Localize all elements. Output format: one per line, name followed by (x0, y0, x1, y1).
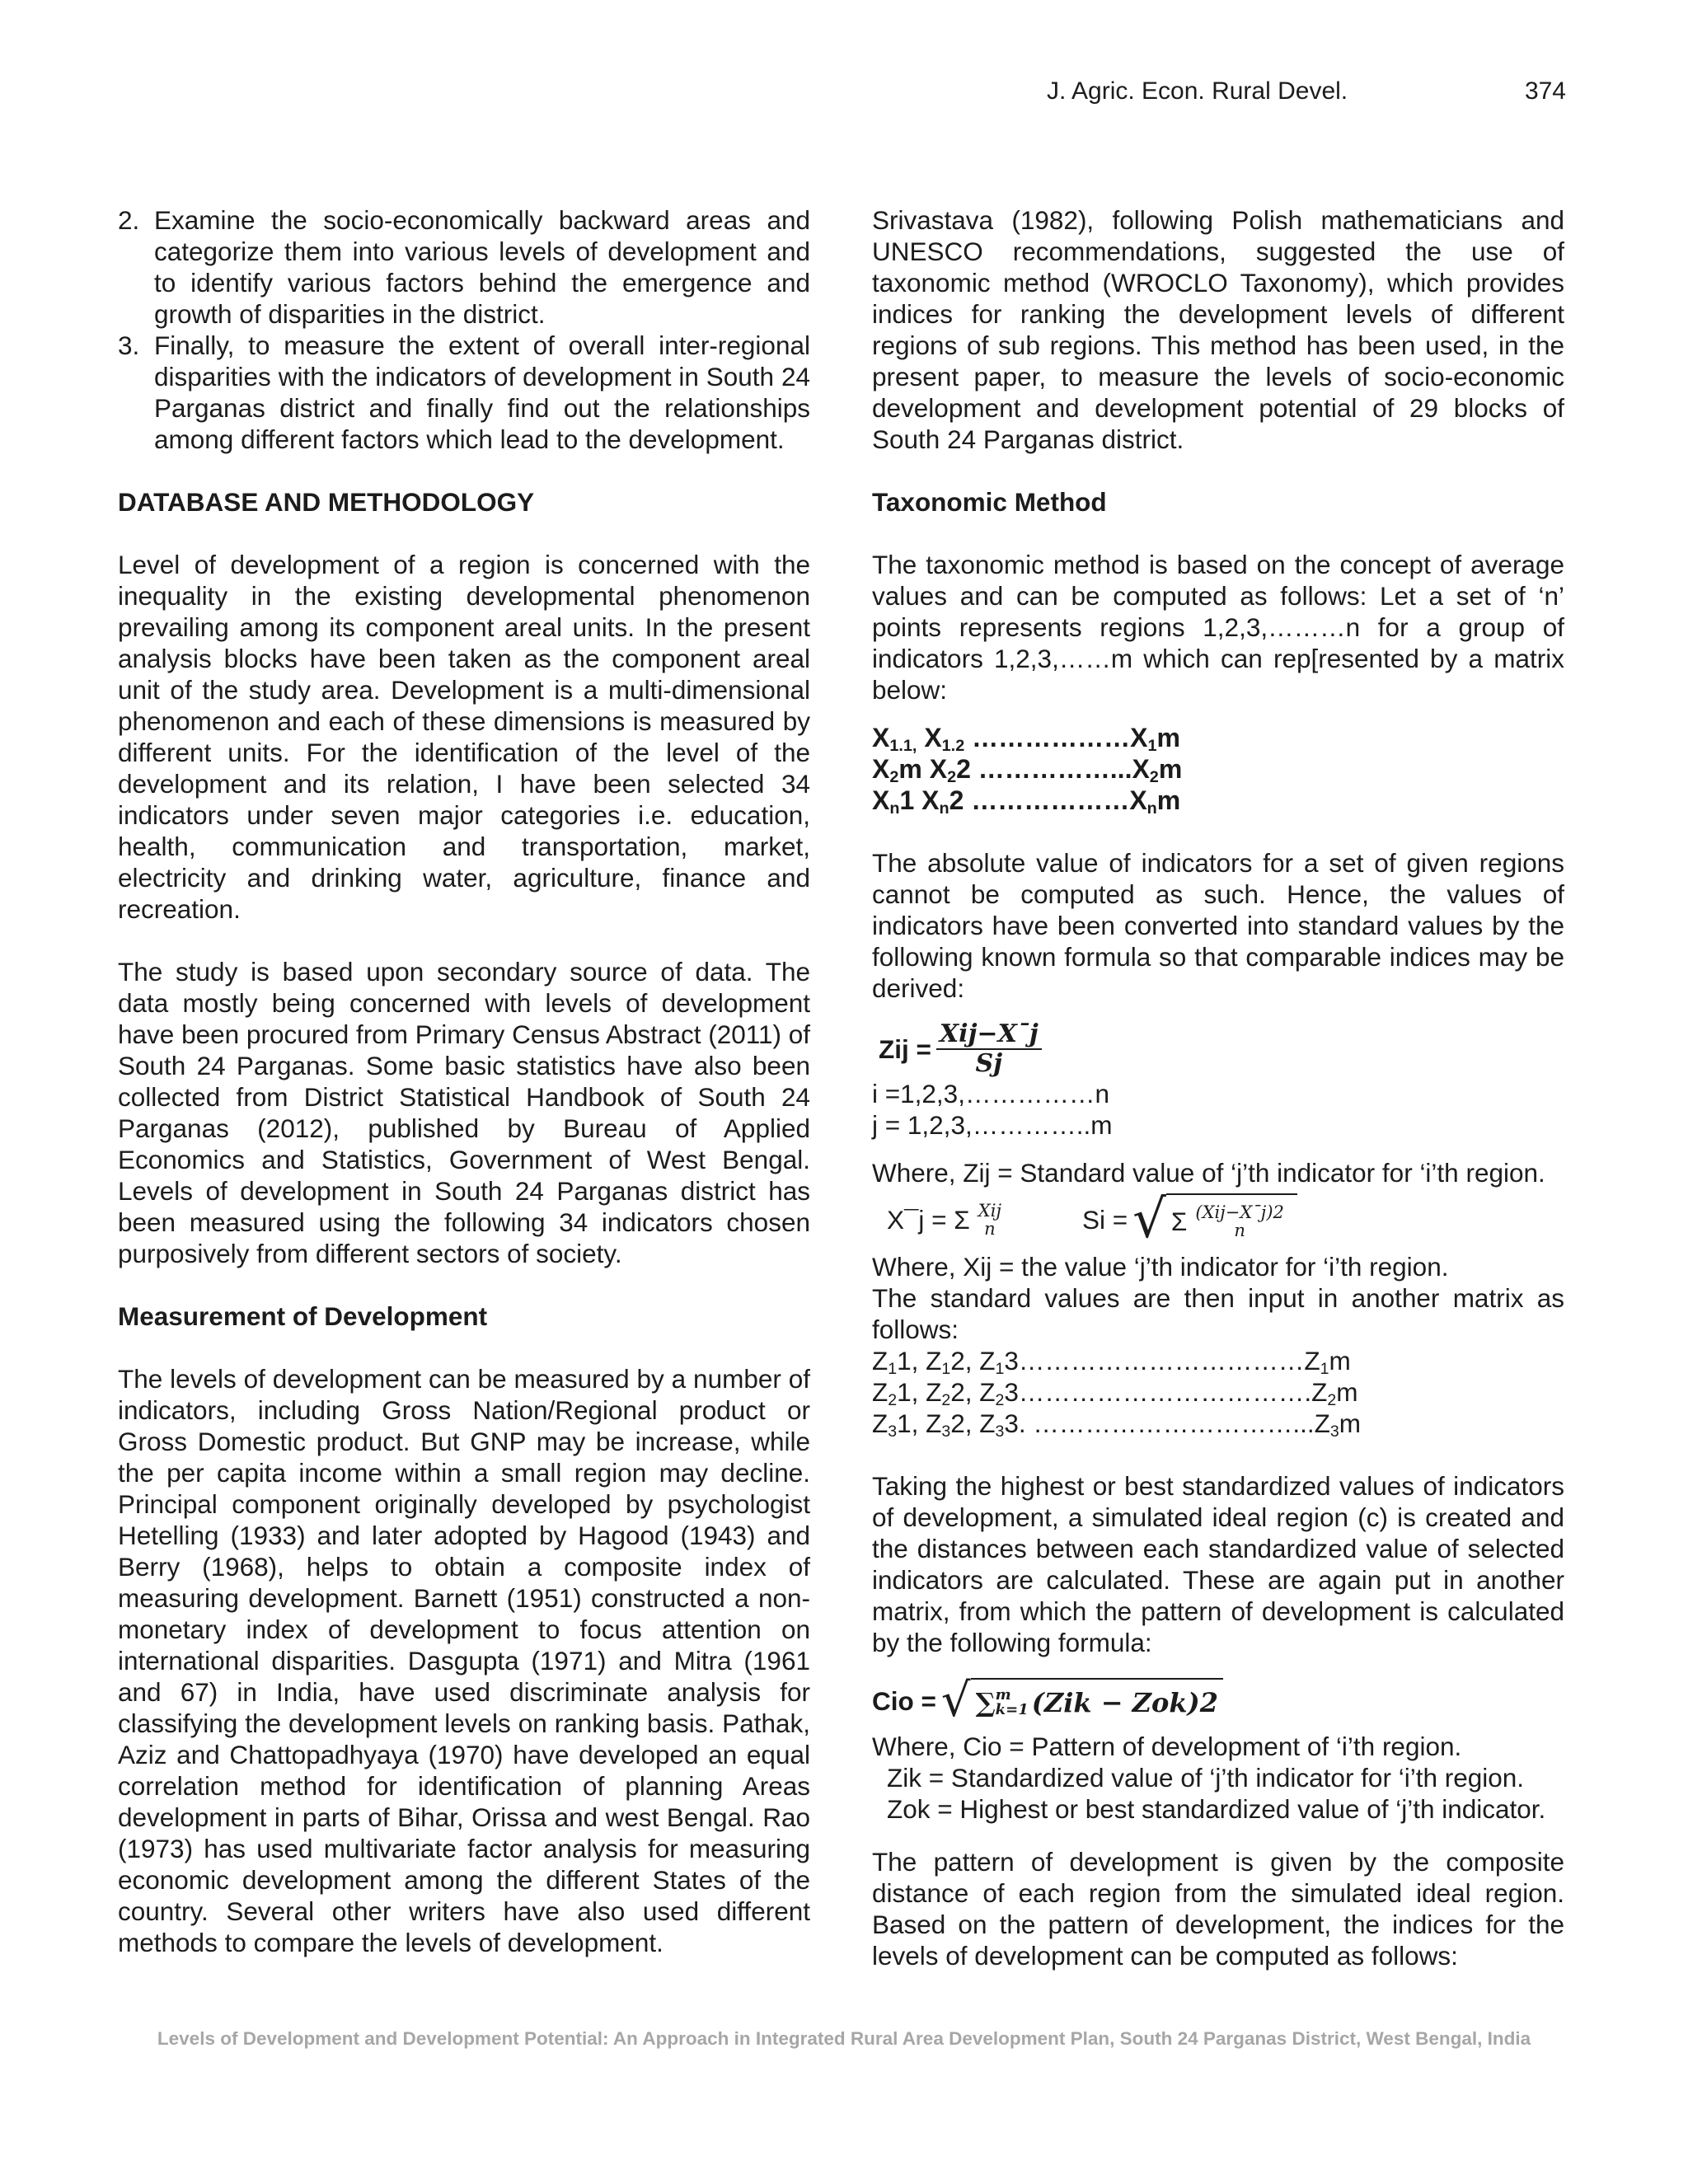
list-number: 2. (118, 205, 140, 235)
where-zok: Zok = Highest or best standardized value of ‘j’th indicator. (887, 1794, 1546, 1824)
paragraph: The standard values are then input in another matrix as follows: (872, 1283, 1564, 1344)
list-text: Examine the socio-economically backward areas and categorize them into various levels of development and to identify various factors behind the emergence and growth of disparities in the district. (154, 205, 810, 329)
list-number: 3. (118, 330, 140, 360)
left-column (118, 204, 810, 1958)
matrix-row: $Z_11$, $Z_12$, $Z_13\dots\dots\dots\dots\dots\dots\dots\dots\dots\dots\dots Z_1m$ (872, 1346, 1351, 1378)
range-i: i =1,2,3,……………n (872, 1079, 1109, 1108)
journal-name: J. Agric. Econ. Rural Devel. (1047, 77, 1348, 105)
matrix-row: $Z_21$, $Z_22$, $Z_23\dots\dots\dots\dots\dots\dots\dots\dots\dots\dots\dots.Z_2m$ (872, 1377, 1358, 1409)
where-zij: Where, Zij = Standard value of ‘j’th indicator for ‘i’th region. (872, 1158, 1545, 1188)
matrix-row: $X_n1$ $X_n2$ $\dots\dots\dots\dots\dots\dots X_nm$ (872, 785, 1181, 818)
paragraph: The pattern of development is given by the composite distance of each region from the simulated ideal region. Based on the pattern of development, the indices for the levels of development can be computed as follows: (872, 1847, 1564, 1971)
page-number: 374 (1524, 77, 1566, 105)
zij-formula: Zij = $\frac{\text{Xij−X¯j}}{Sj}$ (872, 1020, 1564, 1078)
section-heading-database: DATABASE AND METHODOLOGY (118, 487, 535, 517)
paragraph: The absolute value of indicators for a set of given regions cannot be computed as such. Hence, the values of indicators have been converted into standard values by the following known formula so that comparable indices may be derived: (872, 848, 1564, 1003)
where-zik: Zik = Standardized value of ‘j’th indicator for ‘i’th region. (887, 1763, 1525, 1793)
mean-and-sd-formulas: X¯j = Σ Xij n Si = √ Σ (Xij−X¯j)2 n (872, 1193, 1564, 1246)
list-item (118, 330, 810, 455)
where-xij: Where, Xij = the value ‘j’th indicator for ‘i’th region. (872, 1252, 1449, 1282)
list-text: Finally, to measure the extent of overall inter-regional disparities with the indicators of development in South 24 Parganas district and finally find out the relationships among different factors which lead to the development. (154, 330, 810, 454)
section-heading-taxonomic: Taxonomic Method (872, 487, 1107, 517)
matrix-row: $X_2m$ $X_22$ $\dots\dots\dots\dots\dots...X_2m$ (872, 754, 1183, 786)
cio-formula: Cio = √ ∑ m k=1 (Zik − Zok)2 (872, 1678, 1564, 1724)
objectives-list (118, 204, 810, 455)
paragraph: Taking the highest or best standardized values of indicators of development, a simulated ideal region (c) is created and the distances between each standardized value of selected indicators are calculated. These are again put in another matrix, from which the pattern of development is calculated by the following formula: (872, 1471, 1564, 1657)
matrix-row: $Z_31$, $Z_32$, $Z_33$. $\dots\dots\dots\dots\dots\dots\dots\dots\dots\dots...Z_3m$ (872, 1408, 1361, 1441)
matrix-row: $X_{1.1,}$ $X_{1.2}$ $\dots\dots\dots\dots\dots\dots X_1m$ (872, 723, 1180, 755)
standard-value-matrix (872, 1345, 1564, 1439)
paragraph: The taxonomic method is based on the concept of average values and can be computed as follows: Let a set of ‘n’ points represents regions 1,2,3,………n for a group of indicators 1,2,3,……m which can rep[resented by a matrix below: (872, 550, 1564, 705)
section-heading-measurement: Measurement of Development (118, 1301, 488, 1331)
list-item (118, 204, 810, 330)
paragraph: Srivastava (1982), following Polish mathematicians and UNESCO recommendations, suggested the use of taxonomic method (WROCLO Taxonomy), which provides indices for ranking the development levels of different regions of sub regions. This method has been used, in the present paper, to measure the levels of socio-economic development and development potential of 29 blocks of South 24 Parganas district. (872, 205, 1564, 454)
data-matrix (872, 722, 1564, 816)
paragraph: The levels of development can be measured by a number of indicators, including Gross Nation/Regional product or Gross Domestic product. But GNP may be increase, while the per capita income within a small region may decline. Principal component originally developed by psychologist Hetelling (1933) and later adopted by Hagood (1943) and Berry (1968), helps to obtain a composite index of measuring development. Barnett (1951) constructed a non-monetary index of development to focus attention on international disparities. Dasgupta (1971) and Mitra (1961 and 67) in India, have used discriminate analysis for classifying the development levels on ranking basis. Pathak, Aziz and Chattopadhyaya (1970) have developed an equal correlation method for identification of planning Areas development in parts of Bihar, Orissa and west Bengal. Rao (1973) has used multivariate factor analysis for measuring economic development among the different States of the country. Several other writers have also used different methods to compare the levels of development. (118, 1364, 810, 1957)
paragraph: The study is based upon secondary source of data. The data mostly being concerned with levels of development have been procured from Primary Census Abstract (2011) of South 24 Parganas. Some basic statistics have also been collected from District Statistical Handbook of South 24 Parganas (2012), published by Bureau of Applied Economics and Statistics, Government of West Bengal. Levels of development in South 24 Parganas district has been measured using the following 34 indicators chosen purposively from different sectors of society. (118, 957, 810, 1268)
where-cio: Where, Cio = Pattern of development of ‘i’th region. (872, 1732, 1462, 1761)
right-column (872, 204, 1564, 1971)
range-j: j = 1,2,3,…………..m (872, 1110, 1113, 1140)
paragraph: Level of development of a region is concerned with the inequality in the existing developmental phenomenon prevailing among its component areal units. In the present analysis blocks have been taken as the component areal unit of the study area. Development is a multi-dimensional phenomenon and each of these dimensions is measured by different units. For the identification of the level of the development and its relation, I have been selected 34 indicators under seven major categories i.e. education, health, communication and transportation, market, electricity and drinking water, agriculture, finance and recreation. (118, 550, 810, 924)
footer-running-title: Levels of Development and Development Potential: An Approach in Integrated Rural Area Development Plan, South 24 Parganas District, West Bengal, India (157, 2028, 1531, 2049)
